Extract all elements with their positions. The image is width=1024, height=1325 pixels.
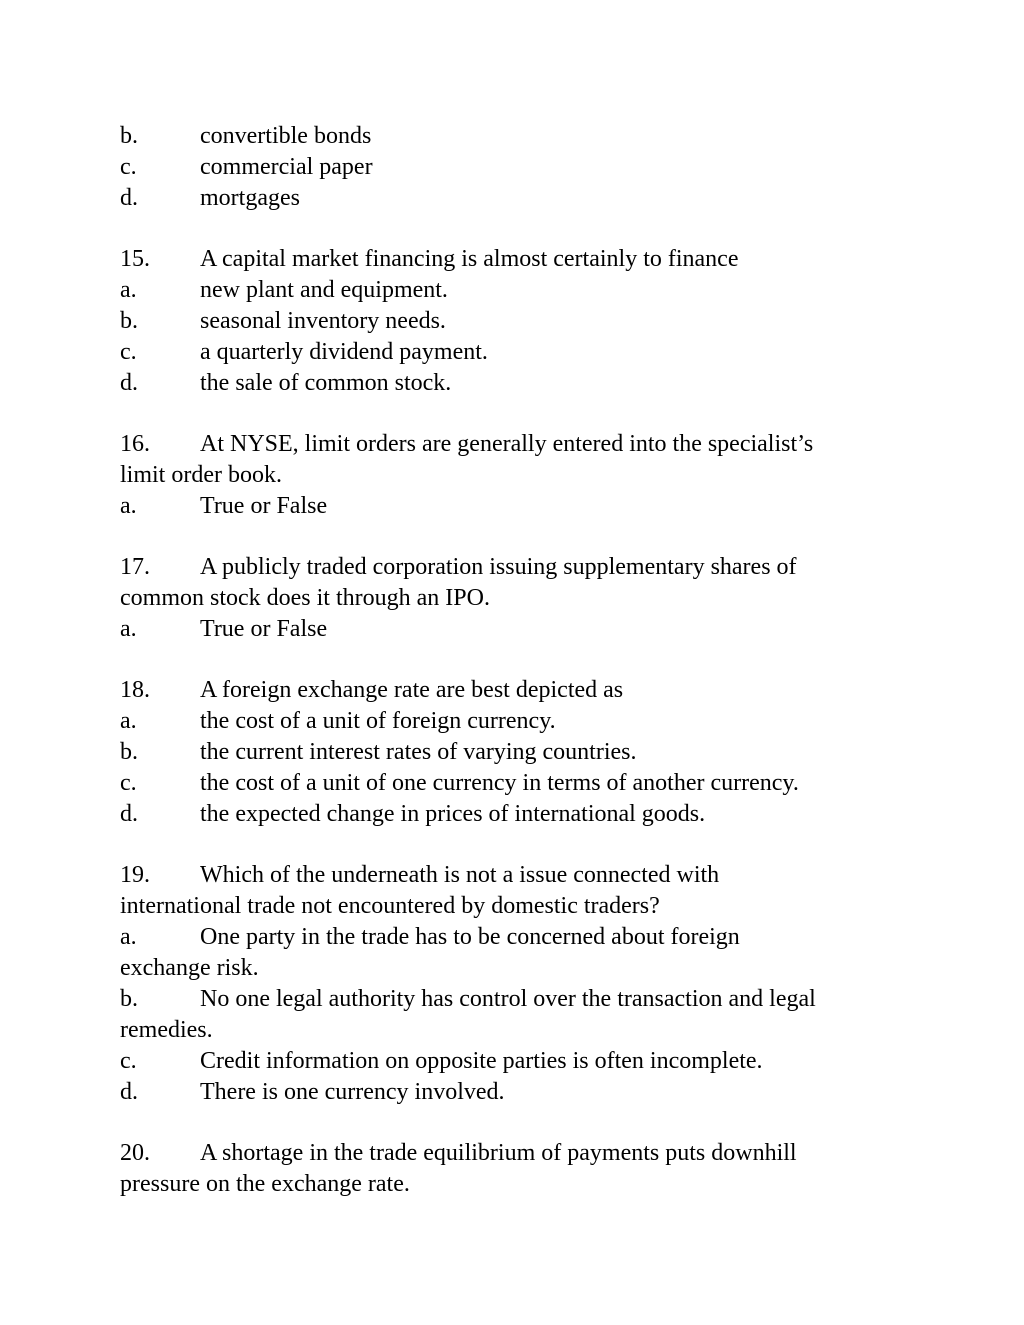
- question-number: 15.: [120, 246, 150, 272]
- question-number: 17.: [120, 554, 150, 580]
- question-16: [120, 429, 910, 522]
- option-d: [120, 183, 910, 214]
- option-c: [120, 768, 910, 799]
- question-stem: At NYSE, limit orders are generally entered into the specialist’s: [200, 431, 814, 457]
- option-text: the current interest rates of varying countries.: [200, 739, 637, 765]
- option-label: a.: [120, 277, 137, 303]
- option-a: [120, 275, 910, 306]
- option-d: [120, 368, 910, 399]
- option-text: a quarterly dividend payment.: [200, 339, 488, 365]
- option-label: b.: [120, 739, 138, 765]
- option-text: True or False: [200, 493, 328, 519]
- question-text: [120, 244, 910, 275]
- question-text: [120, 552, 910, 583]
- option-label: d.: [120, 1079, 138, 1105]
- question-stem: Which of the underneath is not a issue connected with: [200, 862, 720, 888]
- question-text-continued: limit order book.: [120, 462, 282, 488]
- option-b: [120, 121, 910, 152]
- question-stem: A foreign exchange rate are best depicted as: [200, 677, 624, 703]
- option-a: [120, 491, 910, 522]
- option-c: [120, 1046, 910, 1077]
- option-text: True or False: [200, 616, 328, 642]
- option-a: [120, 706, 910, 737]
- option-text: mortgages: [200, 185, 300, 211]
- option-text: seasonal inventory needs.: [200, 308, 446, 334]
- option-label: d.: [120, 801, 138, 827]
- question-text-continued: common stock does it through an IPO.: [120, 585, 490, 611]
- option-label: c.: [120, 154, 137, 180]
- option-b: [120, 737, 910, 768]
- option-label: c.: [120, 770, 137, 796]
- option-text: commercial paper: [200, 154, 373, 180]
- question-20: [120, 1138, 910, 1200]
- option-b-continued: remedies.: [120, 1017, 213, 1043]
- option-label: c.: [120, 339, 137, 365]
- question-text-continued: international trade not encountered by domestic traders?: [120, 893, 660, 919]
- option-c: [120, 337, 910, 368]
- option-label: d.: [120, 185, 138, 211]
- option-label: a.: [120, 493, 137, 519]
- option-a-continued: exchange risk.: [120, 955, 259, 981]
- option-label: b.: [120, 986, 138, 1012]
- document-page: [120, 121, 910, 1200]
- question-text: [120, 429, 910, 460]
- option-label: b.: [120, 123, 138, 149]
- option-label: a.: [120, 708, 137, 734]
- option-label: a.: [120, 924, 137, 950]
- option-text: the cost of a unit of one currency in terms of another currency.: [200, 770, 799, 796]
- question-text: [120, 675, 910, 706]
- option-d: [120, 799, 910, 830]
- question-18: [120, 675, 910, 830]
- question-text: [120, 860, 910, 891]
- option-a: [120, 922, 910, 953]
- option-label: c.: [120, 1048, 137, 1074]
- option-d: [120, 1077, 910, 1108]
- option-text: One party in the trade has to be concerned about foreign: [200, 924, 740, 950]
- question-number: 16.: [120, 431, 150, 457]
- option-a: [120, 614, 910, 645]
- question-number: 19.: [120, 862, 150, 888]
- option-text: Credit information on opposite parties is often incomplete.: [200, 1048, 763, 1074]
- option-text: the expected change in prices of international goods.: [200, 801, 706, 827]
- option-c: [120, 152, 910, 183]
- option-text: the cost of a unit of foreign currency.: [200, 708, 556, 734]
- question-stem: A capital market financing is almost certainly to finance: [200, 246, 739, 272]
- option-text: convertible bonds: [200, 123, 372, 149]
- question-15: [120, 244, 910, 399]
- question-stem: A shortage in the trade equilibrium of payments puts downhill: [200, 1140, 797, 1166]
- option-b: [120, 984, 910, 1015]
- option-label: d.: [120, 370, 138, 396]
- question-text: [120, 1138, 910, 1169]
- question-number: 18.: [120, 677, 150, 703]
- option-text: There is one currency involved.: [200, 1079, 505, 1105]
- option-b: [120, 306, 910, 337]
- question-17: [120, 552, 910, 645]
- question-text-continued: pressure on the exchange rate.: [120, 1171, 410, 1197]
- question-19: [120, 860, 910, 1108]
- question-stem: A publicly traded corporation issuing supplementary shares of: [200, 554, 797, 580]
- question-number: 20.: [120, 1140, 150, 1166]
- option-text: No one legal authority has control over the transaction and legal: [200, 986, 816, 1012]
- option-label: b.: [120, 308, 138, 334]
- option-text: new plant and equipment.: [200, 277, 448, 303]
- option-label: a.: [120, 616, 137, 642]
- continued-options: [120, 121, 910, 214]
- option-text: the sale of common stock.: [200, 370, 452, 396]
